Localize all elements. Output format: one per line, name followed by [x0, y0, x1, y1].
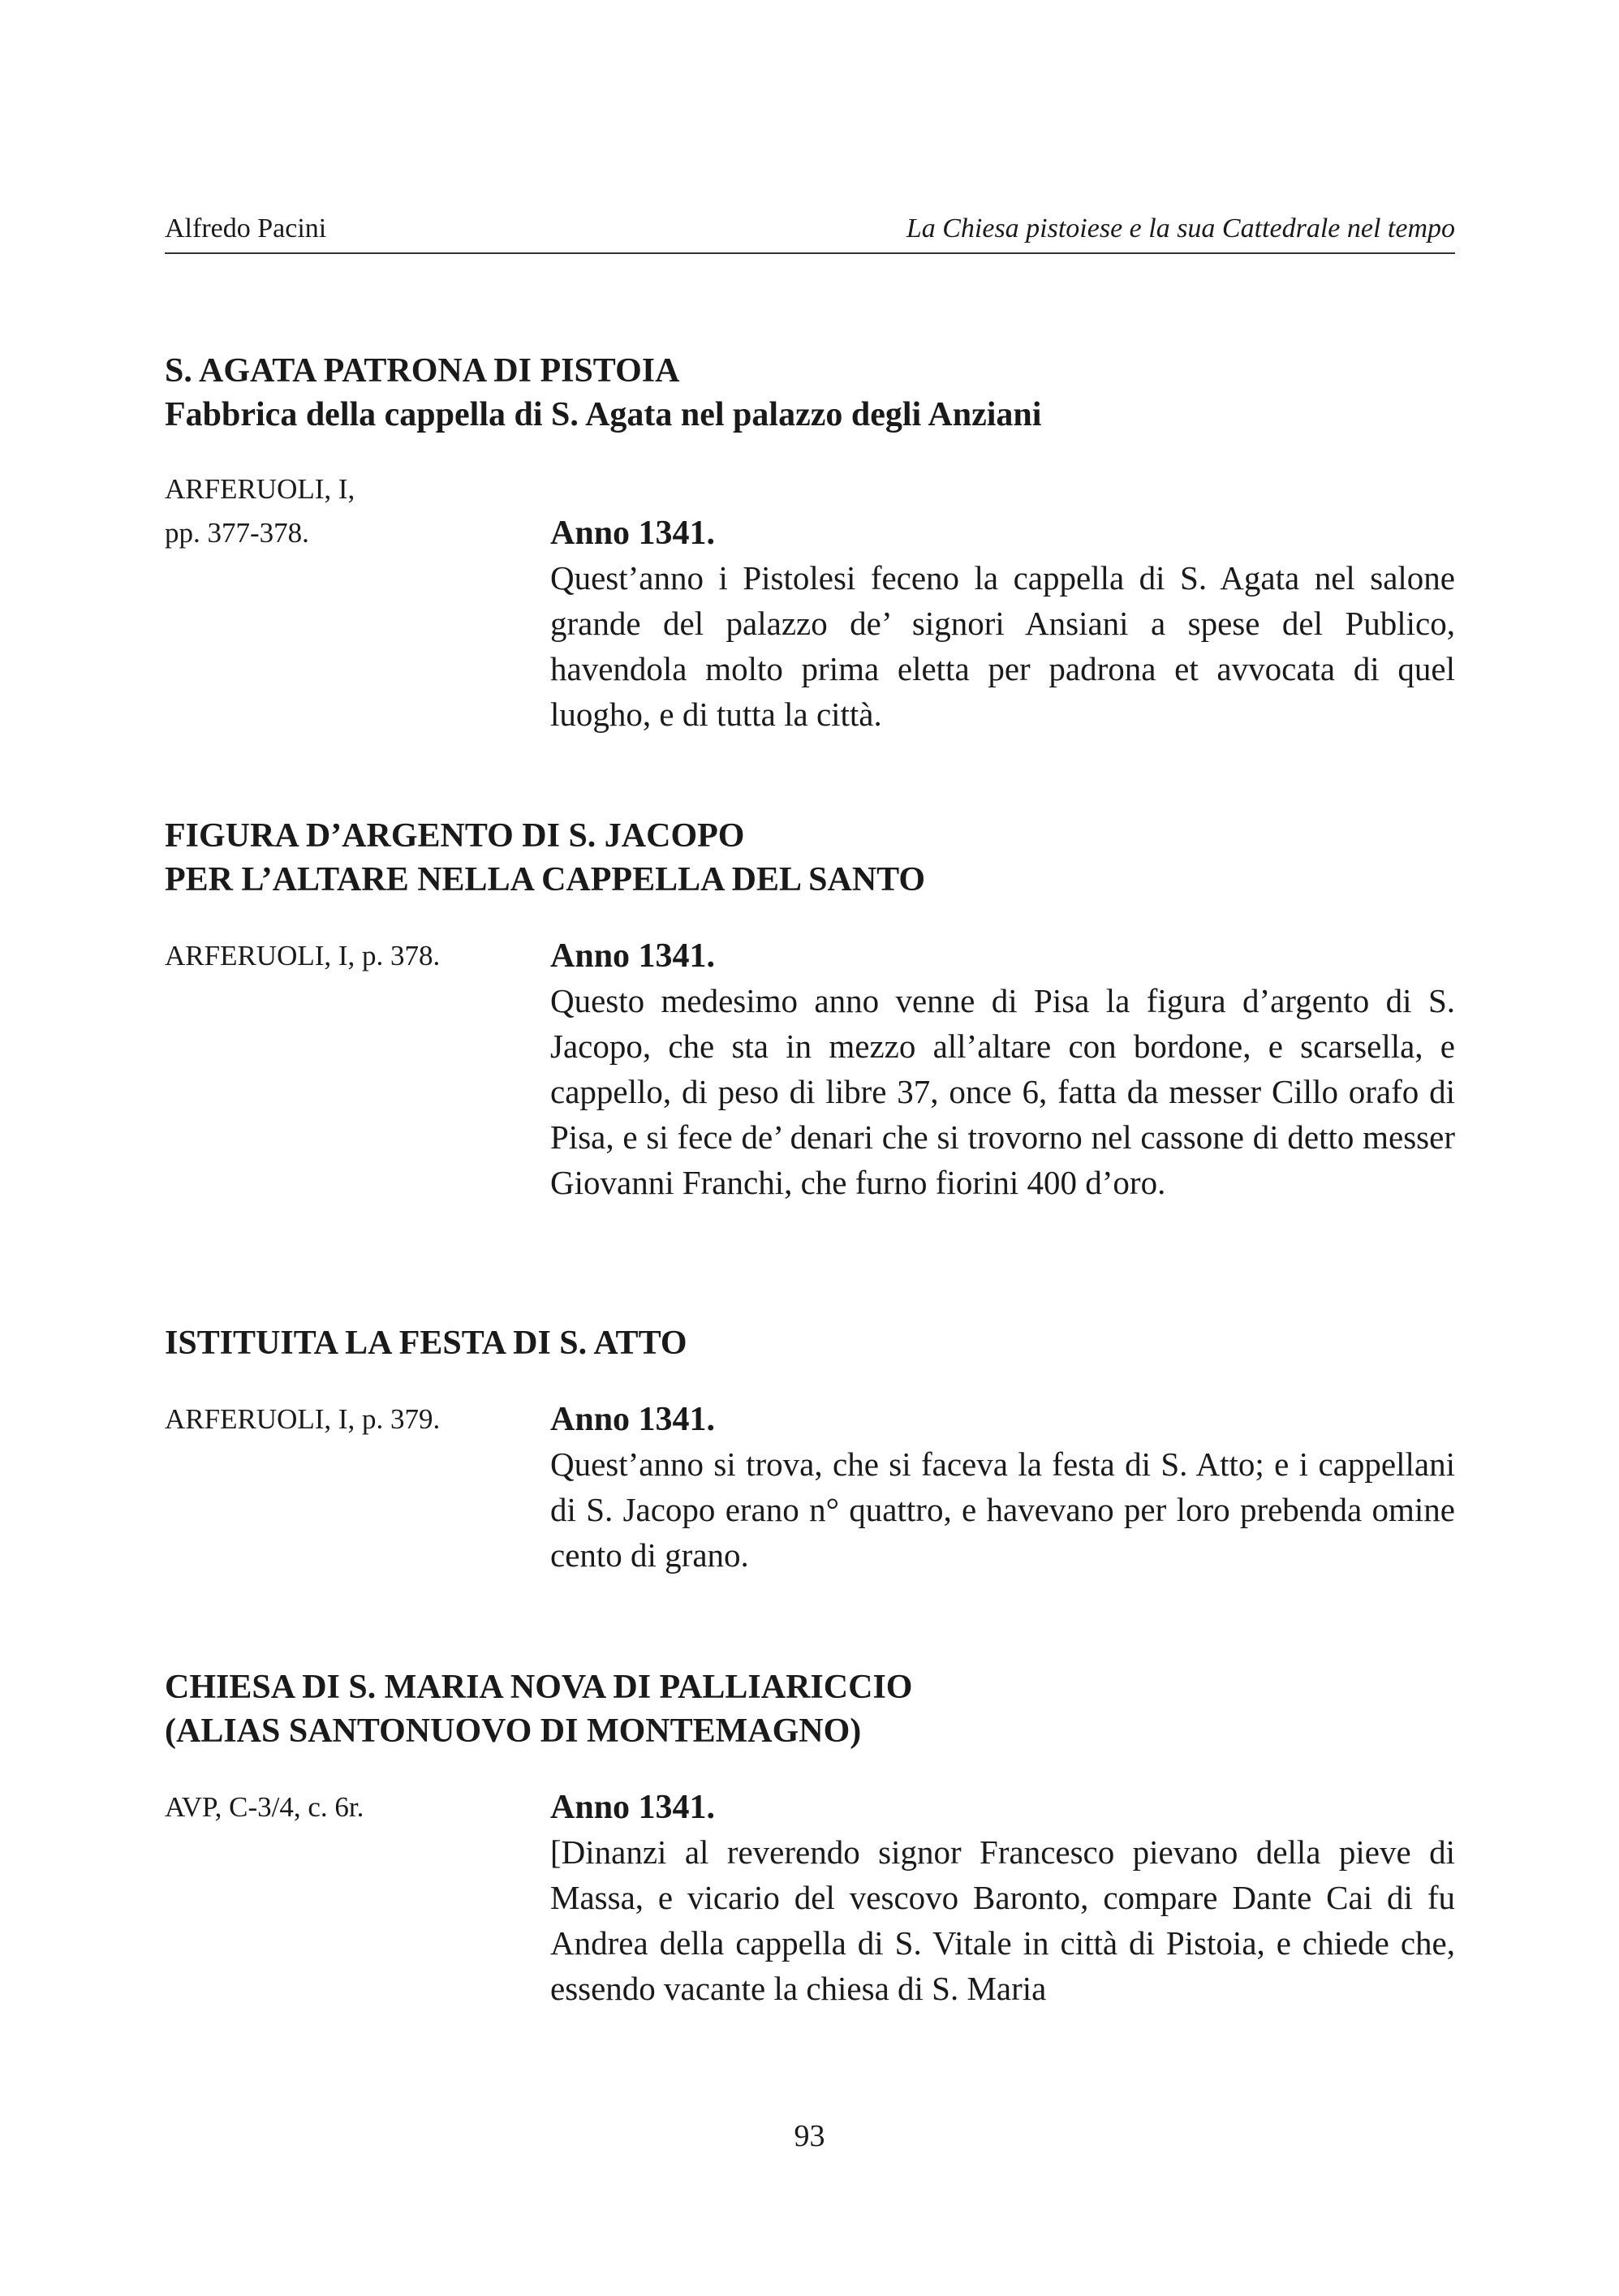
- entry-text: [Dinanzi al reverendo signor Francesco pievano della pieve di Massa, e vicario del vescovo Baronto, compare Dante Cai di fu Andrea della cappella di S. Vitale in città di Pistoia, e chiede che, essendo vacante la chiesa di S. Maria: [550, 1833, 1455, 2007]
- section-heading: [165, 1321, 1455, 1365]
- header-book-title: La Chiesa pistoiese e la sua Cattedrale nel tempo: [906, 213, 1455, 243]
- header-author: Alfredo Pacini: [165, 213, 327, 243]
- section-s-maria-nova: [165, 1665, 1455, 2011]
- entry: [165, 467, 1455, 737]
- source-line: AVP, C-3/4, c. 6r.: [165, 1791, 364, 1823]
- source-line: ARFERUOLI, I, p. 379.: [165, 1403, 441, 1435]
- header-rule: [165, 252, 1455, 254]
- heading-line: ISTITUITA LA FESTA DI S. ATTO: [165, 1325, 687, 1362]
- entry-year: Anno 1341.: [550, 1401, 716, 1438]
- source-reference: [165, 467, 530, 555]
- entry-body: [550, 1786, 1455, 2011]
- entry-year: Anno 1341.: [550, 515, 716, 552]
- section-festa-s-atto: [165, 1321, 1455, 1578]
- source-line: pp. 377-378.: [165, 517, 309, 549]
- heading-line: CHIESA DI S. MARIA NOVA DI PALLIARICCIO: [165, 1669, 913, 1706]
- entry: [165, 1398, 1455, 1578]
- source-reference: [165, 934, 530, 978]
- entry-body: [550, 934, 1455, 1205]
- source-line: ARFERUOLI, I,: [165, 473, 355, 505]
- entry-text: Quest’anno i Pistolesi feceno la cappella di S. Agata nel salone grande del palazzo de’ signori Ansiani a spese del Publico, havendola molto prima eletta per padrona et avvocata di quel luogho, e di tutta la città.: [550, 559, 1455, 733]
- section-heading: [165, 814, 1455, 902]
- heading-line: PER L’ALTARE NELLA CAPPELLA DEL SANTO: [165, 861, 926, 898]
- running-header: [165, 213, 1455, 245]
- entry-text: Questo medesimo anno venne di Pisa la figura d’argento di S. Jacopo, che sta in mezzo all’altare con bordone, e scarsella, e cappello, di peso di libre 37, once 6, fatta da messer Cillo orafo di Pisa, e si fece de’ denari che si trovorno nel cassone di detto messer Giovanni Franchi, che furno fiorini 400 d’oro.: [550, 982, 1455, 1201]
- entry-body: [550, 467, 1455, 737]
- entry: [165, 1786, 1455, 2011]
- entry: [165, 934, 1455, 1205]
- section-figura-argento: [165, 814, 1455, 1205]
- heading-line: FIGURA D’ARGENTO DI S. JACOPO: [165, 817, 745, 855]
- entry-year: Anno 1341.: [550, 1789, 716, 1826]
- source-line: ARFERUOLI, I, p. 378.: [165, 940, 441, 971]
- entry-body: [550, 1398, 1455, 1578]
- section-s-agata: [165, 349, 1455, 737]
- page-number: 93: [794, 2119, 825, 2153]
- heading-line: S. AGATA PATRONA DI PISTOIA: [165, 352, 680, 390]
- entry-text: Quest’anno si trova, che si faceva la festa di S. Atto; e i cappellani di S. Jacopo erano n° quattro, e havevano per loro prebenda omine cento di grano.: [550, 1445, 1455, 1574]
- heading-line: Fabbrica della cappella di S. Agata nel palazzo degli Anziani: [165, 396, 1042, 433]
- entry-year: Anno 1341.: [550, 937, 716, 975]
- source-reference: [165, 1786, 530, 1829]
- heading-line: (ALIAS SANTONUOVO DI MONTEMAGNO): [165, 1712, 862, 1750]
- section-heading: [165, 349, 1455, 437]
- section-heading: [165, 1665, 1455, 1753]
- source-reference: [165, 1398, 530, 1441]
